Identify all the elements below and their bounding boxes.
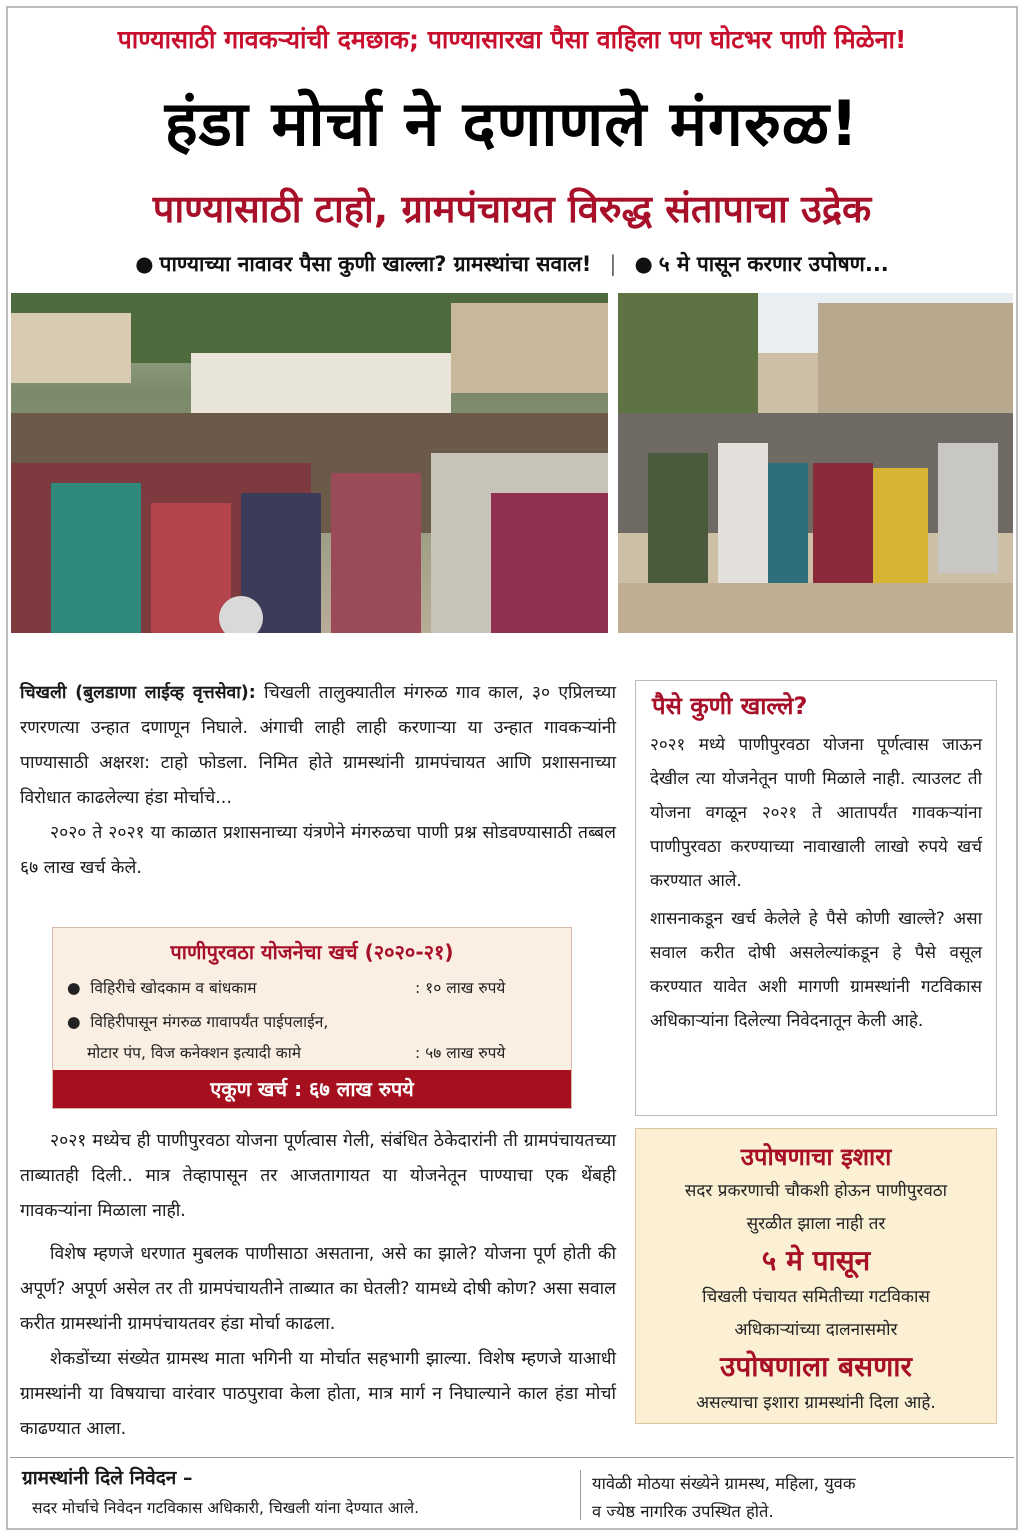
hunger-strike-box <box>635 1128 997 1424</box>
photo-march-image <box>618 293 1013 633</box>
photo-march <box>618 293 1013 633</box>
fast-box-line-5: असल्याचा इशारा ग्रामस्थांनी दिला आहे. <box>696 1393 936 1413</box>
cost-box-title: पाणीपुरवठा योजनेचा खर्च (२०२०-२१) <box>170 940 454 964</box>
fast-box-line-2: सुरळीत झाला नाही तर <box>746 1214 886 1234</box>
article-column <box>20 676 616 886</box>
article-p1-text: चिखली तालुक्यातील मंगरुळ गाव काल, ३० एप्रिलच्या रणरणत्या उन्हात दणाणून निघाले. अंगाची लाही लाही करणाऱ्या या उन्हात गावकऱ्यांनी पाण्यासाठी अक्षरश: टाहो फोडला. निमित होते ग्रामस्थांनी ग्रामपंचायत आणि प्रशासनाच्या विरोधात काढलेल्या हंडा मोर्चाचे... <box>20 683 616 808</box>
fast-box-line-1: सदर प्रकरणाची चौकशी होऊन पाणीपुरवठा <box>684 1181 948 1201</box>
article-paragraph-3: २०२१ मध्येच ही पाणीपुरवठा योजना पूर्णत्वास गेली, संबंधित ठेकेदारांनी ती ग्रामपंचायतच्या ताब्यातही दिली.. मात्र तेव्हापासून तर आजतागायत या योजनेतून पाण्याचा एक थेंबही गावकऱ्यांना मिळाला नाही. <box>20 1131 616 1221</box>
sidebar-paragraph-1: २०२१ मध्ये पाणीपुरवठा योजना पूर्णत्वास जाऊन देखील त्या योजनेतून पाणी मिळाले नाही. त्याउलट ती योजना वगळून २०२१ ते आतापर्यंत गावकऱ्यांना पाणीपुरवठा करण्याच्या नावाखाली लाखो रुपये खर्च करण्यात आले. <box>650 735 982 891</box>
bullet-dot-icon: ● <box>634 252 653 276</box>
footer-body: सदर मोर्चाचे निवेदन गटविकास अधिकारी, चिखली यांना देण्यात आले. <box>32 1499 420 1517</box>
footer-vertical-separator <box>580 1470 581 1520</box>
fast-box-title: उपोषणाचा इशारा <box>740 1143 892 1171</box>
footer-heading: ग्रामस्थांनी दिले निवेदन – <box>22 1467 193 1489</box>
sidebar-paragraph-2: शासनाकडून खर्च केलेले हे पैसे कोणी खाल्ले? असा सवाल करीत दोषी असलेल्यांकडून हे पैसे वसूल करण्यात यावेत अशी मागणी ग्रामस्थांनी गटविकास अधिकाऱ्यांना दिलेल्या निवेदनातून केली आहे. <box>650 909 982 1031</box>
article-column-lower <box>20 1124 616 1447</box>
article-paragraph-1 <box>20 676 616 816</box>
cost-total-bar: एकूण खर्च : ६७ लाख रुपये <box>53 1070 571 1108</box>
dateline: चिखली (बुलडाणा लाईव्ह वृत्तसेवा): <box>20 683 256 703</box>
photo-seated-protest <box>11 293 608 633</box>
cost-item-2 <box>67 1010 328 1032</box>
main-headline: हंडा मोर्चा ने दणाणले मंगरुळ! <box>164 87 860 160</box>
bullet-text-2: ५ मे पासून करणार उपोषण... <box>658 252 889 276</box>
fast-box-line-3: चिखली पंचायत समितीच्या गटविकास <box>702 1287 930 1307</box>
cost-item-2-amount: : ५७ लाख रुपये <box>415 1044 506 1062</box>
photo-seated-protest-image <box>11 293 608 633</box>
bullet-separator: | <box>609 252 617 276</box>
bullet-dot-icon: ● <box>135 252 154 276</box>
footer-attendance <box>592 1470 1012 1526</box>
sidebar-title: पैसे कुणी खाल्ले? <box>652 692 808 720</box>
footer-right-line-2: व ज्येष्ठ नागरिक उपस्थित होते. <box>592 1502 774 1521</box>
fast-box-line-4: अधिकाऱ्यांच्या दालनासमोर <box>734 1320 898 1340</box>
subheadline: पाण्यासाठी टाहो, ग्रामपंचायत विरुद्ध संतापाचा उद्रेक <box>152 187 872 231</box>
bullet-dot-icon: ● <box>67 979 81 997</box>
fast-box-action: उपोषणाला बसणार <box>719 1350 913 1383</box>
cost-item-2-cont <box>87 1041 506 1063</box>
article-paragraph-5: शेकडोंच्या संख्येत ग्रामस्थ माता भगिनी या मोर्चात सहभागी झाल्या. विशेष म्हणजे याआधी ग्रामस्थांनी या विषयाचा वारंवार पाठपुरावा केला होता, मात्र मार्ग न निघाल्याने काल हंडा मोर्चा काढण्यात आला. <box>20 1349 616 1439</box>
article-paragraph-2: २०२० ते २०२१ या काळात प्रशासनाच्या यंत्रणेने मंगरुळचा पाणी प्रश्न सोडवण्यासाठी तब्बल ६७ लाख खर्च केले. <box>20 823 616 878</box>
footer-statement <box>22 1464 582 1518</box>
fast-box-date: ५ मे पासून <box>761 1244 871 1277</box>
cost-item-1-amount: : १० लाख रुपये <box>415 979 506 997</box>
bullet-item-1 <box>135 250 591 278</box>
sidebar-box <box>635 680 997 1116</box>
cost-item-1-label: विहिरीचे खोदकाम व बांधकाम <box>90 979 257 997</box>
article-paragraph-4: विशेष म्हणजे धरणात मुबलक पाणीसाठा असताना, असे का झाले? योजना पूर्ण होती की अपूर्ण? अपूर्ण असेल तर ती ग्रामपंचायतीने ताब्यात का घेतली? यामध्ये दोषी कोण? असा सवाल करीत ग्रामस्थांनी ग्रामपंचायतवर हंडा मोर्चा काढला. <box>20 1244 616 1334</box>
cost-item-2-label-a: विहिरीपासून मंगरुळ गावापर्यंत पाईपलाईन, <box>90 1013 329 1031</box>
cost-item-1 <box>67 976 506 998</box>
footer-right-line-1: यावेळी मोठया संख्येने ग्रामस्थ, महिला, युवक <box>592 1474 856 1493</box>
cost-item-2-label-b: मोटार पंप, विज कनेक्शन इत्यादी कामे <box>87 1044 301 1062</box>
bullet-text-1: पाण्याच्या नावावर पैसा कुणी खाल्ला? ग्रामस्थांचा सवाल! <box>159 252 592 276</box>
bullet-dot-icon: ● <box>67 1013 81 1031</box>
footer-divider <box>10 1457 1014 1458</box>
bullet-strip <box>10 250 1014 278</box>
cost-breakdown-box <box>52 927 572 1109</box>
bullet-item-2 <box>634 250 888 278</box>
kicker-headline: पाण्यासाठी गावकऱ्यांची दमछाक; पाण्यासारखा पैसा वाहिला पण घोटभर पाणी मिळेना! <box>117 25 907 54</box>
